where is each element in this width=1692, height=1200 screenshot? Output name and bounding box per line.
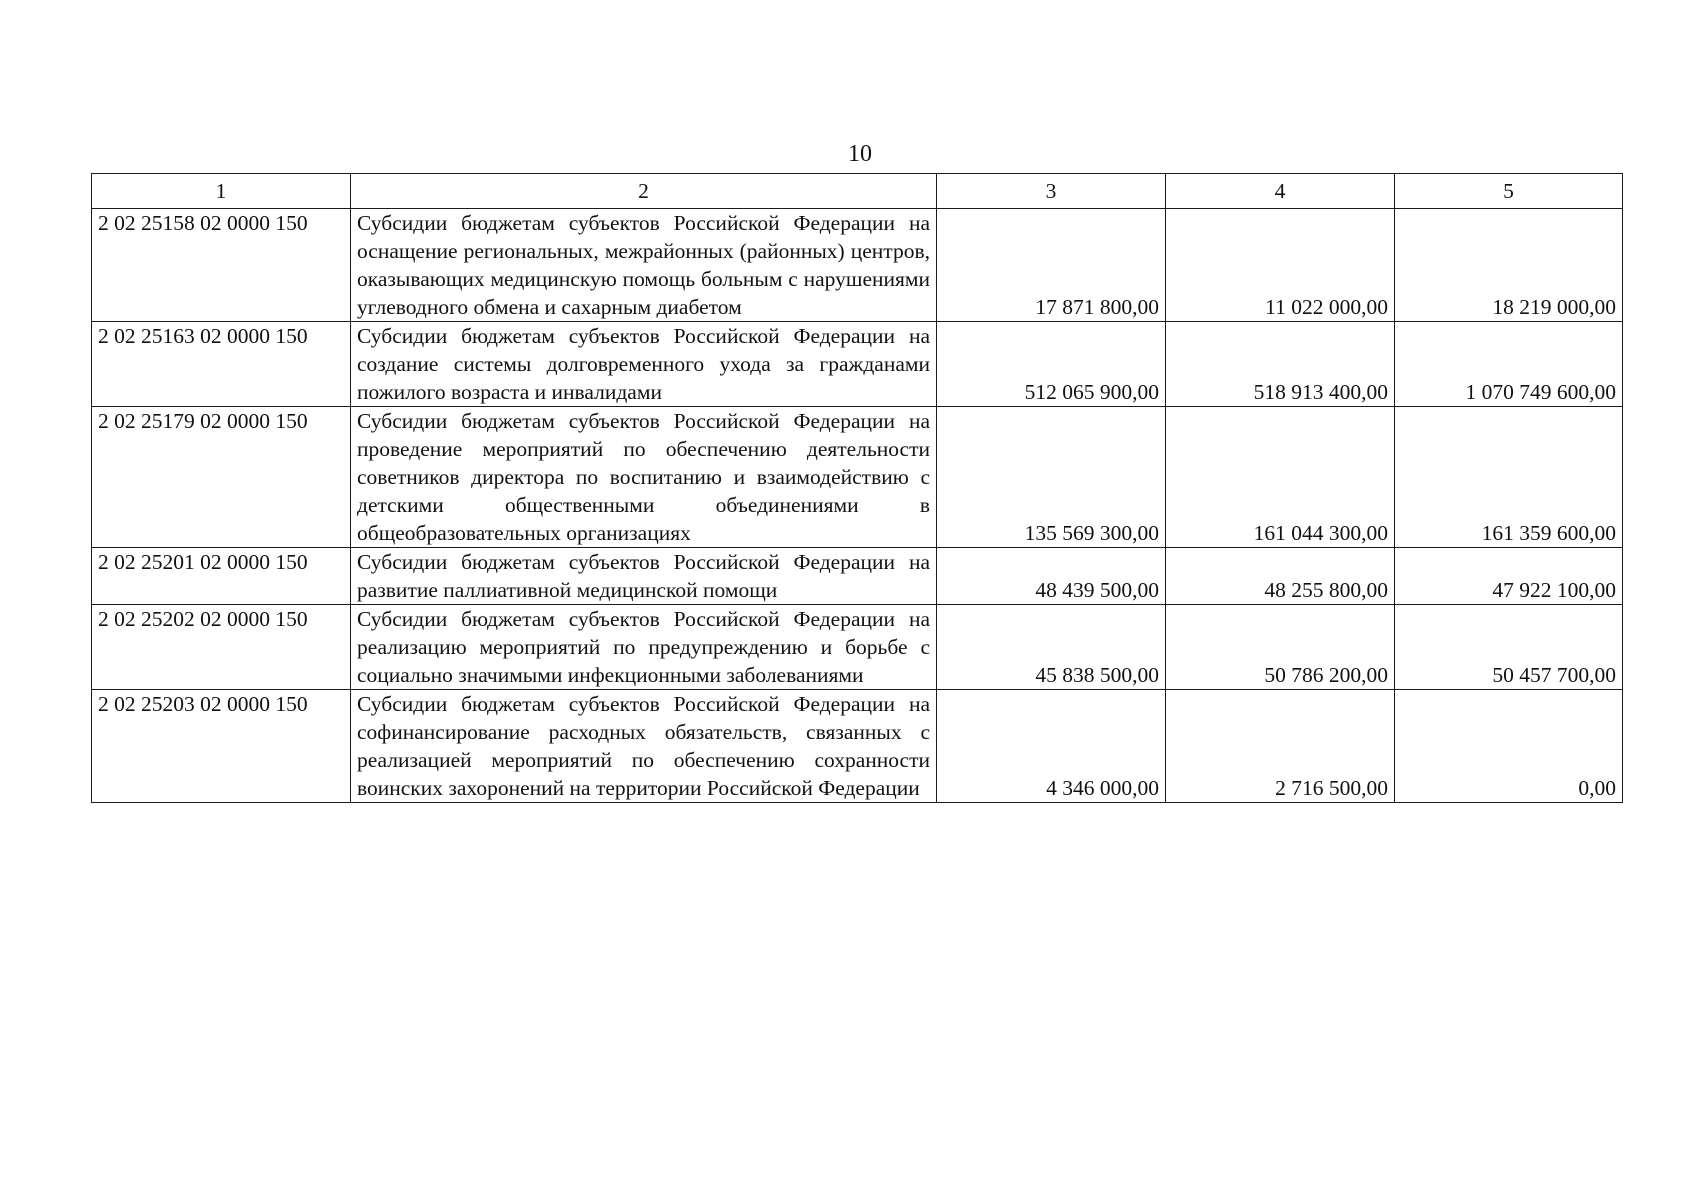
amount-col4-value: 11 022 000,00 [1265,295,1388,319]
row-description: Субсидии бюджетам субъектов Российской Федерации на создание системы долговременного ухода за гражданами пожилого возраста и инвалидами [351,322,937,407]
amount-col4 [1166,548,1395,605]
column-header-5: 5 [1395,174,1623,209]
column-header-1: 1 [92,174,351,209]
row-description: Субсидии бюджетам субъектов Российской Федерации на софинансирование расходных обязательств, связанных с реализацией мероприятий по обеспечению сохранности воинских захоронений на территории Российской Федерации [351,690,937,803]
budget-code: 2 02 25163 02 0000 150 [92,322,351,407]
page-number: 10 [848,141,872,167]
column-header-2: 2 [351,174,937,209]
amount-col3-value: 45 838 500,00 [1035,663,1159,687]
amount-col5 [1395,407,1623,548]
amount-col5 [1395,322,1623,407]
amount-col5-value: 1 070 749 600,00 [1465,380,1616,404]
table-row [92,322,1623,407]
table-row [92,209,1623,322]
amount-col3-value: 135 569 300,00 [1024,521,1159,545]
row-description: Субсидии бюджетам субъектов Российской Федерации на проведение мероприятий по обеспечению деятельности советников директора по воспитанию и взаимодействию с детскими общественными объединениями в общеобразовательных организациях [351,407,937,548]
table-row [92,548,1623,605]
amount-col4 [1166,690,1395,803]
amount-col4 [1166,605,1395,690]
amount-col3-value: 48 439 500,00 [1035,578,1159,602]
amount-col5-value: 0,00 [1578,776,1616,800]
amount-col4-value: 2 716 500,00 [1275,776,1388,800]
amount-col3-value: 512 065 900,00 [1024,380,1159,404]
amount-col3 [937,209,1166,322]
budget-code: 2 02 25202 02 0000 150 [92,605,351,690]
amount-col4-value: 518 913 400,00 [1253,380,1388,404]
row-description: Субсидии бюджетам субъектов Российской Федерации на развитие паллиативной медицинской помощи [351,548,937,605]
amount-col3-value: 17 871 800,00 [1035,295,1159,319]
amount-col3 [937,548,1166,605]
amount-col4-value: 161 044 300,00 [1253,521,1388,545]
table-row [92,690,1623,803]
header-row [92,174,1623,209]
amount-col4-value: 50 786 200,00 [1264,663,1388,687]
table-row [92,605,1623,690]
amount-col3 [937,605,1166,690]
amount-col4-value: 48 255 800,00 [1264,578,1388,602]
budget-code: 2 02 25179 02 0000 150 [92,407,351,548]
table-row [92,407,1623,548]
row-description: Субсидии бюджетам субъектов Российской Федерации на оснащение региональных, межрайонных (районных) центров, оказывающих медицинскую помощь больным с нарушениями углеводного обмена и сахарным диабетом [351,209,937,322]
amount-col4 [1166,407,1395,548]
amount-col5-value: 18 219 000,00 [1492,295,1616,319]
budget-code: 2 02 25201 02 0000 150 [92,548,351,605]
amount-col4 [1166,322,1395,407]
amount-col5-value: 161 359 600,00 [1481,521,1616,545]
amount-col4 [1166,209,1395,322]
row-description: Субсидии бюджетам субъектов Российской Федерации на реализацию мероприятий по предупреждению и борьбе с социально значимыми инфекционными заболеваниями [351,605,937,690]
amount-col5 [1395,690,1623,803]
amount-col5-value: 47 922 100,00 [1492,578,1616,602]
budget-code: 2 02 25158 02 0000 150 [92,209,351,322]
budget-code: 2 02 25203 02 0000 150 [92,690,351,803]
amount-col3 [937,407,1166,548]
budget-table [91,173,1623,803]
amount-col3 [937,690,1166,803]
column-header-3: 3 [937,174,1166,209]
column-header-4: 4 [1166,174,1395,209]
amount-col3 [937,322,1166,407]
amount-col5-value: 50 457 700,00 [1492,663,1616,687]
amount-col5 [1395,548,1623,605]
amount-col3-value: 4 346 000,00 [1046,776,1159,800]
amount-col5 [1395,605,1623,690]
amount-col5 [1395,209,1623,322]
